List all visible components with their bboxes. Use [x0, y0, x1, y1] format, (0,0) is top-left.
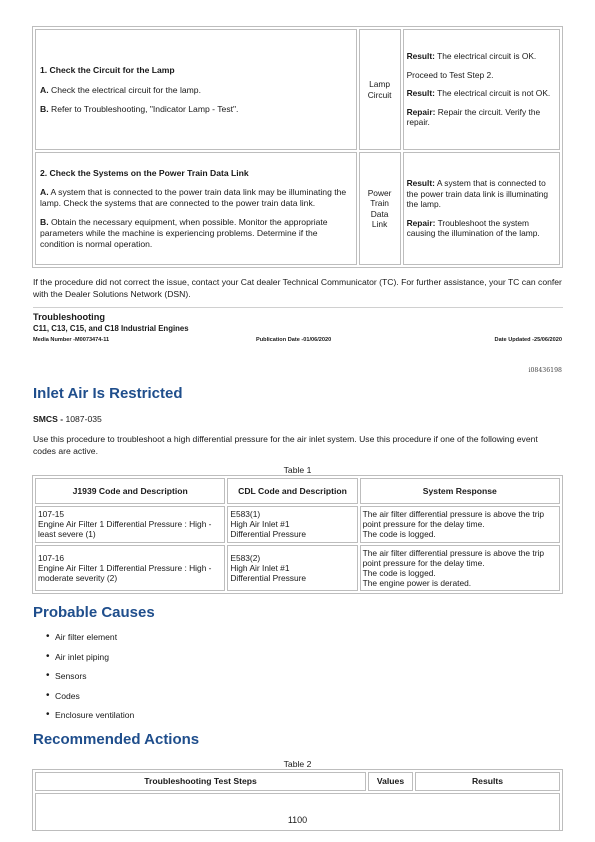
section-heading-recommended-actions: Recommended Actions — [33, 731, 200, 748]
result-item: Proceed to Test Step 2. — [406, 69, 494, 80]
doc-section: Troubleshooting — [33, 312, 105, 322]
list-item: • Air filter element — [33, 632, 333, 652]
value-cell: Power Train Data Link — [359, 152, 401, 265]
page-title: Inlet Air Is Restricted — [33, 385, 183, 402]
probable-causes-list — [33, 632, 333, 730]
section-heading-probable-causes: Probable Causes — [33, 604, 155, 621]
column-header: Results — [415, 772, 560, 791]
test-step-item: B. Obtain the necessary equipment, when possible. Monitor the appropriate parameters while the machine is experiencing problems. Determine if the condition is normal operation. — [40, 216, 328, 249]
list-item: • Air inlet piping — [33, 652, 333, 672]
response-cell: The air filter differential pressure is above the trip point pressure for the delay time. The code is logged. The engine power is derated. — [360, 545, 560, 592]
table-row — [35, 793, 560, 831]
result-item: Result: The electrical circuit is not OK. — [406, 88, 551, 99]
j1939-cell: 107-16 Engine Air Filter 1 Differential Pressure : High - moderate severity (2) — [35, 545, 225, 592]
value-cell: Lamp Circuit — [359, 29, 401, 150]
column-header: J1939 Code and Description — [35, 478, 225, 504]
table-row — [35, 545, 560, 592]
test-step-item: A. A system that is connected to the power train data link may be illuminating the lamp. Check the systems that are connected to the power train data link. — [40, 186, 347, 208]
response-cell: The air filter differential pressure is above the trip point pressure for the delay time. The code is logged. — [360, 506, 560, 543]
result-item: Repair: Repair the circuit. Verify the repair. — [406, 106, 541, 128]
j1939-cell: 107-15 Engine Air Filter 1 Differential Pressure : High - least severe (1) — [35, 506, 225, 543]
contact-note: If the procedure did not correct the issue, contact your Cat dealer Technical Communicator (TC). For further assistance, your TC can confer with the Dealer Solutions Network (DSN). — [33, 277, 562, 299]
result-item: Result: A system that is connected to the power train data link is illuminating the lamp. — [406, 178, 549, 210]
result-item: Repair: Troubleshoot the system causing the illumination of the lamp. — [406, 217, 540, 239]
date-updated: Date Updated -25/06/2020 — [494, 337, 562, 343]
intro-paragraph: Use this procedure to troubleshoot a high differential pressure for the air inlet system. Use this procedure if one of the following event codes are active. — [33, 434, 538, 456]
doc-engines: C11, C13, C15, and C18 Industrial Engines — [33, 324, 189, 333]
test-step-cell — [35, 29, 357, 150]
test-step-title: 2. Check the Systems on the Power Train Data Link — [40, 167, 249, 178]
event-codes-table — [32, 475, 563, 594]
column-header: System Response — [360, 478, 560, 504]
test-step-item: B. Refer to Troubleshooting, "Indicator Lamp - Test". — [40, 103, 239, 114]
list-item: • Enclosure ventilation — [33, 710, 333, 730]
smcs-line: SMCS - 1087-035 — [33, 414, 102, 424]
test-step-title: 1. Check the Circuit for the Lamp — [40, 64, 175, 75]
table-row — [35, 29, 560, 150]
test-steps-table-top — [32, 26, 563, 268]
result-cell — [403, 152, 560, 265]
list-item: • Sensors — [33, 671, 333, 691]
table-row — [35, 506, 560, 543]
divider — [33, 307, 563, 308]
result-cell — [403, 29, 560, 150]
result-item: Result: The electrical circuit is OK. — [406, 51, 537, 62]
table-row — [35, 152, 560, 265]
table-header-row — [35, 478, 560, 504]
media-number: Media Number -M0073474-11 — [33, 337, 110, 343]
page-number: 1100 — [287, 815, 308, 825]
cdl-cell: E583(1) High Air Inlet #1 Differential Pressure — [227, 506, 357, 543]
cdl-cell: E583(2) High Air Inlet #1 Differential Pressure — [227, 545, 357, 592]
doc-id: i08436198 — [528, 367, 562, 374]
column-header: Troubleshooting Test Steps — [35, 772, 366, 791]
test-step-cell — [35, 152, 357, 265]
publication-date: Publication Date -01/06/2020 — [256, 337, 332, 343]
column-header: CDL Code and Description — [227, 478, 357, 504]
table-caption: Table 1 — [283, 465, 312, 475]
test-step-item: A. Check the electrical circuit for the lamp. — [40, 84, 201, 95]
column-header: Values — [368, 772, 413, 791]
list-item: • Codes — [33, 691, 333, 711]
table-caption: Table 2 — [283, 759, 312, 769]
